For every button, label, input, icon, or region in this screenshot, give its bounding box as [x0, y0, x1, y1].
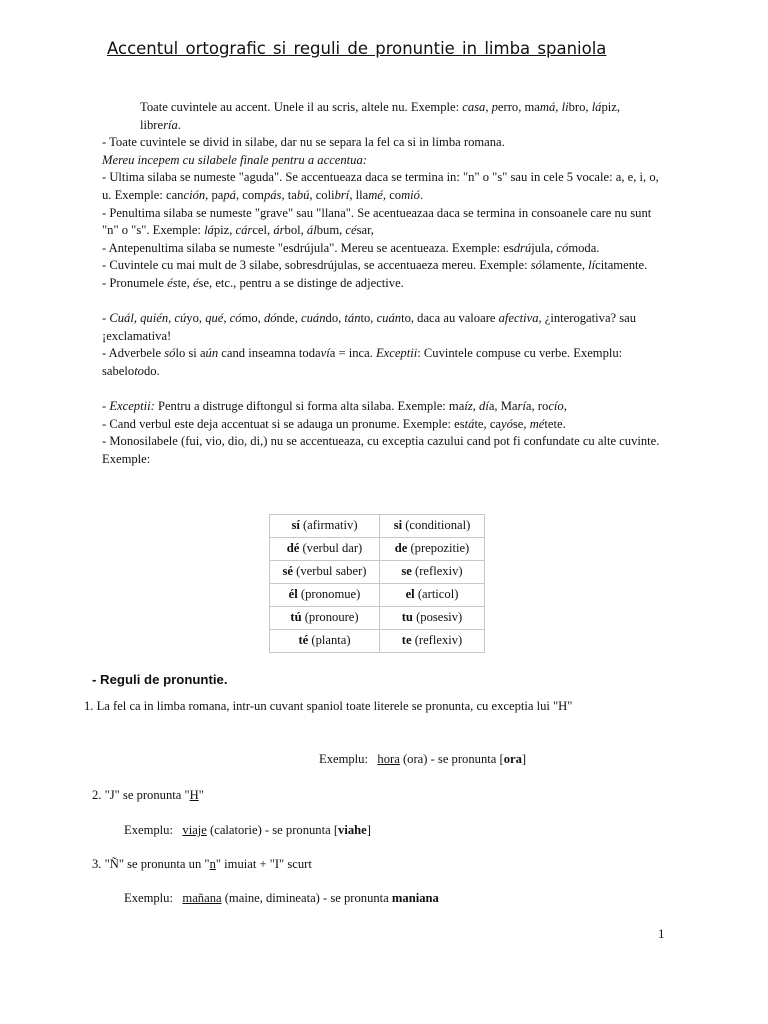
- text-segment: - Pronumele: [102, 275, 168, 290]
- text-segment: - Ultima silaba se numeste "aguda". Se accentueaza daca se termina in: "n" o "s" sau in cele 5 vocale: a, e, i, o, u. Exemple: can: [102, 170, 659, 202]
- rule-1-text: 1. La fel ca in limba romana, intr-un cuvant spaniol toate literele se pronunta, cu exceptia lui "H": [84, 699, 573, 713]
- rule-2-text-a: 2. "J" se pronunta ": [92, 788, 190, 802]
- cell-description: (reflexiv): [411, 564, 463, 579]
- rule-2-text: [92, 787, 204, 805]
- cell-description: (afirmativ): [299, 518, 358, 533]
- italic-segment: mé: [368, 187, 383, 202]
- example-mid: (maine, dimineata) - se pronunta: [221, 891, 392, 905]
- italic-segment: afectiva: [498, 311, 539, 326]
- text-segment: , ta: [281, 187, 297, 202]
- table-row: [270, 630, 485, 653]
- text-segment: sar,: [356, 223, 374, 238]
- text-segment: erro, ma: [497, 100, 540, 114]
- text-segment: , ¿interogativa? sau ¡exclamativa!: [102, 311, 637, 343]
- text-segment: - Monosilabele (fui, vio, dio, di,) nu se accentueaza, cu exceptia cazului cand pot fi confundate cu alte cuvinte. Exemple:: [102, 434, 660, 466]
- italic-segment: má: [539, 100, 556, 114]
- italic-segment: có: [556, 240, 569, 255]
- text-segment: a, ro: [525, 399, 549, 414]
- intro-paragraph: [102, 275, 662, 293]
- cell-description: (prepozitie): [407, 541, 470, 556]
- cell-description: (pronoure): [301, 610, 359, 625]
- text-segment: - Cand verbul este deja accentuat si se adauga un pronume. Exemple: es: [102, 416, 465, 431]
- cell-word: tu: [401, 610, 413, 625]
- cell-word: sé: [282, 564, 294, 579]
- example-pronunciation: viahe: [338, 823, 367, 837]
- italic-segment: p: [491, 100, 498, 114]
- intro-body: [102, 99, 662, 468]
- intro-paragraph: [102, 205, 662, 240]
- text-segment: bum,: [316, 223, 346, 238]
- italic-segment: Exceptii:: [109, 399, 155, 414]
- intro-paragraph: [102, 416, 662, 434]
- italic-segment: ún: [205, 346, 219, 361]
- italic-segment: pá: [223, 187, 236, 202]
- text-segment: , coli: [309, 187, 335, 202]
- text-segment: Toate cuvintele au accent. Unele il au scris, altele nu. Exemple:: [140, 100, 463, 114]
- italic-segment: yó: [501, 416, 513, 431]
- example-word: mañana: [182, 891, 222, 905]
- italic-segment: casa: [462, 100, 486, 114]
- text-segment: piz,: [213, 223, 236, 238]
- rule-2-example: Exemplu: viaje (calatorie) - se pronunta [viahe]: [124, 823, 371, 837]
- text-segment: ,: [223, 311, 230, 326]
- text-segment: piz, libre: [140, 100, 621, 132]
- italic-segment: dí: [479, 399, 489, 414]
- text-segment: do,: [325, 311, 345, 326]
- intro-paragraph: [102, 398, 662, 416]
- italic-segment: lá: [591, 100, 602, 114]
- rule-2-text-b: ": [198, 788, 204, 802]
- cell-description: (verbul saber): [293, 564, 367, 579]
- intro-paragraph: [102, 152, 662, 170]
- example-label: Exemplu:: [319, 752, 368, 766]
- text-segment: , pa: [205, 187, 224, 202]
- text-segment: - Cuvintele cu mai mult de 3 silabe, sobresdrújulas, se accentuaeza mereu. Exemple:: [102, 258, 531, 273]
- example-word: hora: [377, 752, 400, 766]
- table-cell: [270, 584, 380, 607]
- cell-word: sí: [291, 518, 300, 533]
- intro-paragraph: [102, 257, 662, 275]
- italic-segment: só: [164, 346, 176, 361]
- italic-segment: cé: [345, 223, 357, 238]
- table-cell: [380, 630, 485, 653]
- italic-segment: cár: [235, 223, 253, 238]
- italic-segment: Exceptii: [375, 346, 418, 361]
- cell-word: te: [401, 633, 412, 648]
- italic-segment: brí: [334, 187, 350, 202]
- text-segment: te,: [177, 275, 193, 290]
- text-segment: ,: [485, 100, 492, 114]
- table-cell: [380, 561, 485, 584]
- italic-segment: drú: [513, 240, 532, 255]
- text-segment: , lla: [349, 187, 369, 202]
- cell-description: (posesiv): [412, 610, 463, 625]
- italic-segment: lá: [204, 223, 214, 238]
- italic-segment: ár: [273, 223, 285, 238]
- table-row: [270, 538, 485, 561]
- rule-3-example: [124, 890, 439, 908]
- text-segment: bro,: [568, 100, 592, 114]
- table-row: [270, 584, 485, 607]
- cell-description: (reflexiv): [411, 633, 463, 648]
- italic-segment: ví: [320, 346, 330, 361]
- italic-segment: rí: [517, 399, 526, 414]
- italic-segment: - Cuál, quién, cú: [102, 311, 187, 326]
- table-cell: [380, 607, 485, 630]
- italic-segment: lí: [588, 258, 596, 273]
- table-cell: [270, 561, 380, 584]
- cell-word: él: [288, 587, 298, 602]
- table-cell: [270, 538, 380, 561]
- text-segment: a, Ma: [488, 399, 518, 414]
- example-label: Exemplu:: [124, 823, 173, 837]
- text-segment: te, ca: [474, 416, 502, 431]
- intro-paragraph: [102, 99, 662, 134]
- text-segment: citamente.: [595, 258, 648, 273]
- table-cell: [270, 630, 380, 653]
- text-segment: - Antepenultima silaba se numeste "esdrújula". Mereu se acentueaza. Exemple: es: [102, 240, 514, 255]
- intro-paragraph: [102, 169, 662, 204]
- text-segment: - Toate cuvintele se divid in silabe, dar nu se separa la fel ca si in limba romana.: [102, 135, 505, 150]
- intro-paragraph: [102, 310, 662, 345]
- text-segment: se, etc., pentru a se distinge de adjective.: [198, 275, 404, 290]
- table-row: [270, 607, 485, 630]
- example-mid: (calatorie) - se pronunta: [206, 823, 334, 837]
- section-heading: - Reguli de pronuntie.: [92, 672, 228, 687]
- italic-segment: bú: [296, 187, 310, 202]
- table-cell: [380, 584, 485, 607]
- rule-3-letter: n: [209, 857, 216, 871]
- text-segment: yo,: [186, 311, 206, 326]
- text-segment: , co: [382, 187, 402, 202]
- italic-segment: é: [192, 275, 199, 290]
- cell-description: (conditional): [402, 518, 471, 533]
- text-segment: , com: [235, 187, 264, 202]
- rule-3-text-a: 3. "Ñ" se pronunta un ": [92, 857, 210, 871]
- italic-segment: tán: [344, 311, 361, 326]
- italic-segment: és: [167, 275, 178, 290]
- text-segment: - Adverbele: [102, 346, 165, 361]
- example-mid: (ora) - se pronunta: [399, 752, 500, 766]
- text-segment: mo,: [241, 311, 264, 326]
- text-segment: ,: [555, 100, 562, 114]
- example-label: Exemplu:: [124, 891, 173, 905]
- italic-segment: pás: [263, 187, 282, 202]
- rule-3-text-b: " imuiat + "I" scurt: [215, 857, 312, 871]
- text-segment: cel,: [252, 223, 274, 238]
- cell-description: (articol): [414, 587, 459, 602]
- table-cell: [270, 515, 380, 538]
- page-title: Accentul ortografic si reguli de pronuntie in limba spaniola: [107, 39, 607, 58]
- text-segment: -: [102, 399, 110, 414]
- text-segment: to, daca au valoare: [401, 311, 499, 326]
- intro-paragraph: [102, 240, 662, 258]
- italic-segment: tá: [464, 416, 475, 431]
- table-cell: [380, 515, 485, 538]
- text-segment: : Cuvintele compuse cu verbe. Exemplu: sabelo: [102, 346, 623, 378]
- cell-description: (verbul dar): [299, 541, 363, 556]
- cell-word: té: [298, 633, 309, 648]
- italic-segment: li: [561, 100, 569, 114]
- italic-segment: qué: [205, 311, 224, 326]
- text-segment: Pentru a distruge diftongul si forma alta silaba. Exemple: ma: [154, 399, 465, 414]
- paragraph-gap: [102, 381, 662, 399]
- text-segment: do.: [143, 363, 160, 378]
- cell-word: dé: [286, 541, 300, 556]
- italic-segment: Mereu incepem cu silabele finale pentru a accentua:: [102, 152, 367, 167]
- italic-segment: to: [134, 363, 144, 378]
- italic-segment: mé: [529, 416, 545, 431]
- text-segment: to,: [360, 311, 377, 326]
- cell-word: de: [394, 541, 408, 556]
- cell-description: (planta): [308, 633, 351, 648]
- text-segment: - Penultima silaba se numeste "grave" sau "llana". Se acentueazaa daca se termina in consoanele care nu sunt "n" o "s". Exemple:: [102, 205, 652, 238]
- italic-segment: dó: [263, 311, 277, 326]
- italic-segment: ál: [306, 223, 317, 238]
- italic-segment: ción: [183, 187, 206, 202]
- example-pronunciation: maniana: [391, 891, 439, 905]
- example-pronunciation: ora: [503, 752, 522, 766]
- text-segment: .: [177, 117, 181, 132]
- italic-segment: só: [530, 258, 542, 273]
- italic-segment: mió: [401, 187, 420, 202]
- table-row: [270, 515, 485, 538]
- italic-segment: có: [229, 311, 242, 326]
- cell-description: (pronomue): [297, 587, 361, 602]
- cell-word: se: [401, 564, 412, 579]
- cell-word: tú: [290, 610, 302, 625]
- text-segment: se,: [512, 416, 530, 431]
- text-segment: lo si a: [175, 346, 206, 361]
- text-segment: cand inseamna toda: [218, 346, 321, 361]
- intro-paragraph: [102, 433, 662, 468]
- italic-segment: cuán: [301, 311, 326, 326]
- paragraph-gap: [102, 293, 662, 311]
- table-cell: [270, 607, 380, 630]
- text-segment: tete.: [544, 416, 566, 431]
- text-segment: bol,: [284, 223, 307, 238]
- cell-word: el: [405, 587, 415, 602]
- rule-2-letter: H: [189, 788, 199, 802]
- text-segment: ,: [563, 399, 567, 414]
- intro-paragraph: [102, 134, 662, 152]
- text-segment: nde,: [276, 311, 302, 326]
- cell-word: si: [393, 518, 403, 533]
- page-number: 1: [658, 926, 665, 941]
- table-cell: [380, 538, 485, 561]
- italic-segment: ría: [163, 117, 178, 132]
- monosyllable-table: [269, 514, 485, 653]
- text-segment: moda.: [568, 240, 600, 255]
- text-segment: lamente,: [541, 258, 589, 273]
- text-segment: ,: [472, 399, 480, 414]
- text-segment: a = inca.: [329, 346, 376, 361]
- text-segment: .: [419, 187, 424, 202]
- example-word: viaje: [182, 823, 207, 837]
- rule-3-text: [92, 856, 312, 874]
- rule-1-example: Exemplu: hora (ora) - se pronunta [ora]: [319, 752, 527, 766]
- table-row: [270, 561, 485, 584]
- italic-segment: cuán: [376, 311, 402, 326]
- intro-paragraph: [102, 345, 662, 380]
- italic-segment: cío: [548, 399, 564, 414]
- italic-segment: íz: [464, 399, 473, 414]
- text-segment: jula,: [531, 240, 557, 255]
